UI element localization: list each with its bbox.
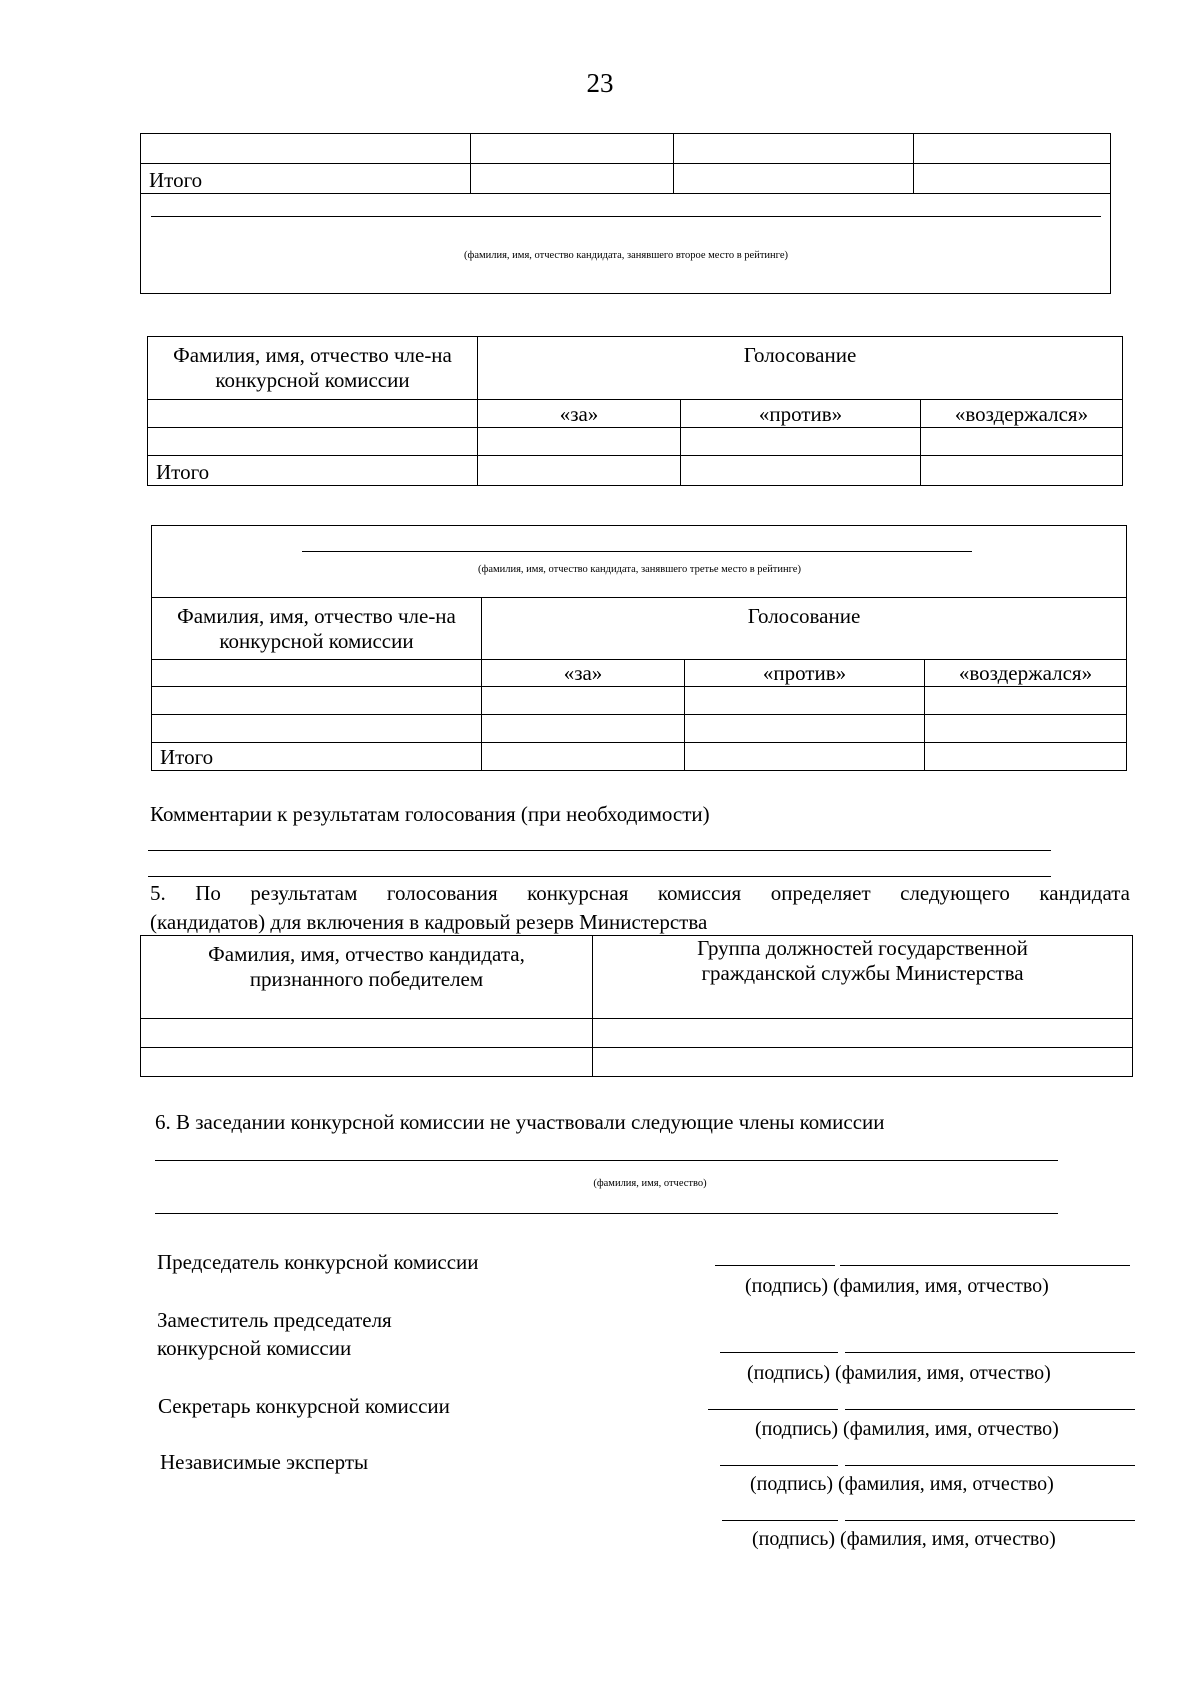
vote-against-header: «против» (685, 660, 925, 687)
absent-members-caption: (фамилия, имя, отчество) (593, 1178, 707, 1189)
winner-name-header: Фамилия, имя, отчество кандидата, признанного победителем (141, 936, 593, 1019)
vote-for-header: «за» (478, 400, 681, 428)
voting-header: Голосование (478, 337, 1123, 400)
comments-line (148, 850, 1051, 851)
position-group-header: Группа должностей государственной гражданской службы Министерства (593, 936, 1133, 1019)
second-place-caption: (фамилия, имя, отчество кандидата, занявшего второе место в рейтинге) (464, 250, 788, 261)
absent-members-line (155, 1213, 1058, 1214)
deputy-label-cont: конкурсной комиссии (157, 1336, 352, 1360)
name-line (840, 1265, 1130, 1266)
member-name-header: Фамилия, имя, отчество чле-на конкурсной комиссии (148, 337, 478, 400)
deputy-label: Заместитель председателя (157, 1308, 392, 1332)
comments-line (148, 876, 1051, 877)
total-label: Итого (148, 456, 478, 486)
section-5-text-cont: (кандидатов) для включения в кадровый резерв Министерства (150, 910, 708, 934)
voting-table-second (147, 336, 1123, 486)
vote-against-header: «против» (681, 400, 921, 428)
signature-line (715, 1265, 835, 1266)
total-label: Итого (141, 164, 471, 194)
vote-abstain-header: «воздержался» (921, 400, 1123, 428)
vote-abstain-header: «воздержался» (925, 660, 1127, 687)
member-name-header: Фамилия, имя, отчество чле-на конкурсной комиссии (152, 598, 482, 660)
winner-table (140, 935, 1133, 1077)
signature-line (720, 1465, 838, 1466)
section-5-text: 5. По результатам голосования конкурсная комиссия определяет следующего кандидата (150, 881, 1130, 905)
total-label: Итого (152, 743, 482, 771)
candidate-name-line (151, 216, 1101, 217)
signature-line (722, 1520, 838, 1521)
secretary-label: Секретарь конкурсной комиссии (158, 1394, 450, 1418)
experts-label: Независимые эксперты (160, 1450, 369, 1474)
signature-caption: (подпись) (фамилия, имя, отчество) (755, 1418, 1059, 1440)
signature-caption: (подпись) (фамилия, имя, отчество) (752, 1528, 1056, 1550)
absent-members-line (155, 1160, 1058, 1161)
candidate-name-line (302, 551, 972, 552)
vote-for-header: «за» (482, 660, 685, 687)
name-line (845, 1465, 1135, 1466)
previous-rating-table (140, 133, 1111, 294)
signature-caption: (подпись) (фамилия, имя, отчество) (750, 1473, 1054, 1495)
signature-caption: (подпись) (фамилия, имя, отчество) (747, 1362, 1051, 1384)
signature-caption: (подпись) (фамилия, имя, отчество) (745, 1275, 1049, 1297)
voting-table-third (151, 525, 1127, 771)
page-number: 23 (586, 68, 614, 98)
name-line (845, 1409, 1135, 1410)
name-line (845, 1352, 1135, 1353)
signature-line (720, 1352, 838, 1353)
comments-label: Комментарии к результатам голосования (при необходимости) (150, 802, 710, 826)
third-place-caption: (фамилия, имя, отчество кандидата, занявшего третье место в рейтинге) (478, 564, 801, 575)
chairman-label: Председатель конкурсной комиссии (157, 1250, 479, 1274)
name-line (845, 1520, 1135, 1521)
signature-line (708, 1409, 838, 1410)
voting-header: Голосование (482, 598, 1127, 660)
section-6-text: 6. В заседании конкурсной комиссии не участвовали следующие члены комиссии (155, 1110, 885, 1134)
